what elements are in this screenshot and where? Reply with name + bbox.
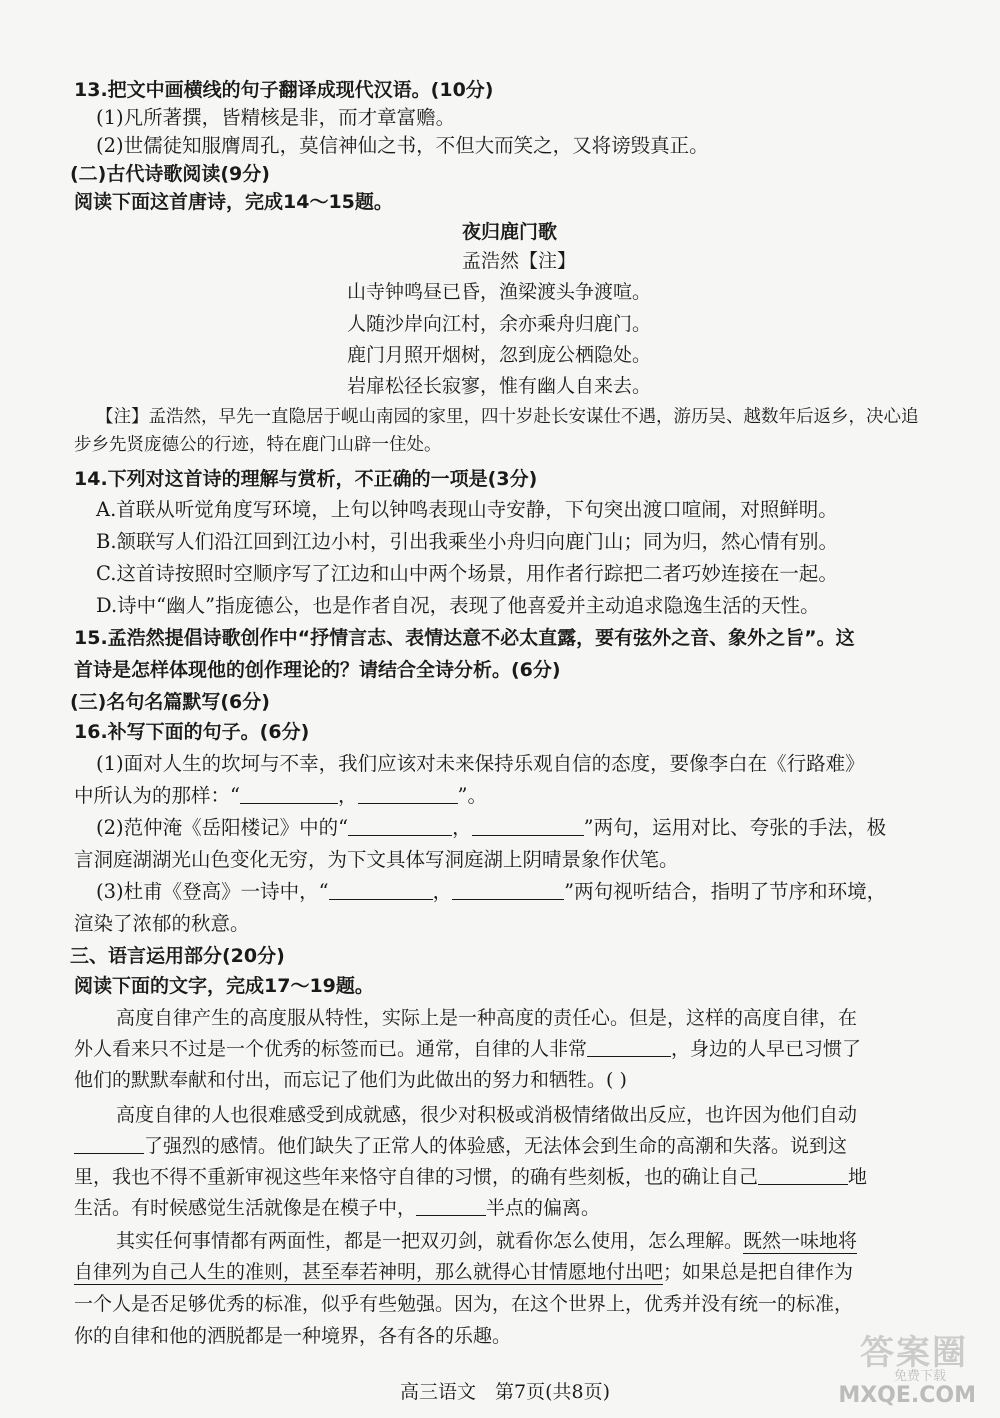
closing-quote: ”。 xyxy=(457,784,487,807)
q14-option-c: C.这首诗按照时空顺序写了江边和山中两个场景，用作者行踪把二者巧妙连接在一起。 xyxy=(96,562,838,585)
answer-blank[interactable] xyxy=(329,879,433,900)
answer-blank[interactable] xyxy=(452,879,564,900)
q16-title: 16.补写下面的句子。(6分) xyxy=(74,721,310,743)
passage-text: 半点的偏离。 xyxy=(486,1197,601,1219)
q14-option-b: B.颔联写人们沿江回到江边小村，引出我乘坐小舟归向鹿门山；同为归，然心情有别。 xyxy=(96,530,839,553)
answer-blank[interactable] xyxy=(358,783,458,804)
poem-note-line-2: 步乡先贤庞德公的行迹，特在鹿门山辟一住处。 xyxy=(74,435,442,455)
q13-sentence-2: (2)世儒徒知服膺周孔，莫信神仙之书，不但大而笑之，又将谤毁真正。 xyxy=(96,134,709,157)
poem-title: 夜归鹿门歌 xyxy=(462,221,558,243)
underlined-sentence: 既然一味地将 xyxy=(743,1230,858,1252)
watermark-subtext: 免费下载 xyxy=(893,1369,946,1384)
answer-blank[interactable] xyxy=(472,815,584,836)
q16-part-2-line-1 xyxy=(96,814,886,842)
answer-blank[interactable] xyxy=(348,815,452,836)
q16-part-3-line-2: 渲染了浓郁的秋意。 xyxy=(74,912,250,935)
comma: ， xyxy=(432,880,453,903)
passage-line-6 xyxy=(74,1163,867,1191)
poem-line-2: 人随沙岸向江村，余亦乘舟归鹿门。 xyxy=(347,313,652,335)
poem-note-line-1: 【注】孟浩然，早先一直隐居于岘山南园的家里，四十岁赴长安谋仕不遇，游历吴、越数年后返乡，决心追 xyxy=(96,407,919,427)
answer-blank[interactable] xyxy=(416,1195,486,1216)
section-2-intro: 阅读下面这首唐诗，完成14～15题。 xyxy=(74,191,393,213)
q16-part-2-prefix: (2)范仲淹《岳阳楼记》中的“ xyxy=(96,816,349,839)
passage-line-8 xyxy=(116,1227,857,1255)
passage-line-5 xyxy=(74,1132,847,1160)
watermark-logo xyxy=(836,1332,986,1412)
answer-blank[interactable] xyxy=(758,1164,848,1185)
watermark-logo-text: 答案圈 xyxy=(860,1333,968,1373)
q14-option-d: D.诗中“幽人”指庞德公，也是作者自况，表现了他喜爱并主动追求隐逸生活的天性。 xyxy=(96,594,820,617)
passage-line-4: 高度自律的人也很难感受到成就感，很少对积极或消极情绪做出反应，也许因为他们自动 xyxy=(116,1104,858,1126)
poem-line-1: 山寺钟鸣昼已昏，渔梁渡头争渡喧。 xyxy=(347,281,652,303)
passage-text: 里，我也不得不重新审视这些年来恪守自律的习惯，的确有些刻板，也的确让自己 xyxy=(74,1166,759,1188)
watermark-site: MXQE.COM xyxy=(838,1383,976,1408)
passage-line-11: 你的自律和他的洒脱都是一种境界，各有各的乐趣。 xyxy=(74,1325,512,1347)
q16-part-3-prefix: (3)杜甫《登高》一诗中，“ xyxy=(96,880,329,903)
answer-blank[interactable] xyxy=(74,1133,144,1154)
passage-line-3: 他们的默默奉献和付出，而忘记了他们为此做出的努力和牺牲。( ) xyxy=(74,1069,627,1091)
q15-line-1: 15.孟浩然提倡诗歌创作中“抒情言志、表情达意不必太直露，要有弦外之音、象外之旨”。这 xyxy=(74,627,855,649)
passage-text: ，身边的人早已习惯了 xyxy=(671,1038,862,1060)
poem-line-4: 岩扉松径长寂寥，惟有幽人自来去。 xyxy=(347,375,652,397)
section-3-heading: (三)名句名篇默写(6分) xyxy=(70,691,270,713)
poem-line-3: 鹿门月照开烟树，忽到庞公栖隐处。 xyxy=(347,344,652,366)
passage-text: 地 xyxy=(848,1166,868,1188)
q13-title: 13.把文中画横线的句子翻译成现代汉语。(10分) xyxy=(74,79,494,101)
q14-option-a: A.首联从听觉角度写环境，上句以钟鸣表现山寺安静，下句突出渡口喧闹，对照鲜明。 xyxy=(96,498,838,521)
passage-text: 了强烈的感情。他们缺失了正常人的体验感，无法体会到生命的高潮和失落。说到这 xyxy=(144,1135,848,1157)
q14-title: 14.下列对这首诗的理解与赏析，不正确的一项是(3分) xyxy=(74,468,538,490)
part-3-intro: 阅读下面的文字，完成17～19题。 xyxy=(74,975,374,997)
passage-text: 外人看来只不过是一个优秀的标签而已。通常，自律的人非常 xyxy=(74,1038,588,1060)
passage-line-1: 高度自律产生的高度服从特性，实际上是一种高度的责任心。但是，这样的高度自律，在 xyxy=(116,1007,858,1029)
passage-line-2 xyxy=(74,1035,861,1063)
poem-author: 孟浩然【注】 xyxy=(462,250,577,272)
passage-text: 其实任何事情都有两面性，都是一把双刃剑，就看你怎么使用，怎么理解。 xyxy=(116,1230,744,1252)
part-3-heading: 三、语言运用部分(20分) xyxy=(70,945,285,967)
passage-text: ；如果总是把自律作为 xyxy=(663,1261,854,1283)
answer-blank[interactable] xyxy=(240,783,338,804)
passage-line-10: 一个人是否足够优秀的标准，似乎有些勉强。因为，在这个世界上，优秀并没有统一的标准， xyxy=(74,1293,854,1315)
q15-line-2: 首诗是怎样体现他的创作理论的？请结合全诗分析。(6分) xyxy=(74,659,561,681)
underlined-sentence: 自律列为自己人生的准则，甚至奉若神明，那么就得心甘情愿地付出吧 xyxy=(74,1261,664,1283)
q16-part-1-line-2 xyxy=(74,782,487,810)
comma: ， xyxy=(452,816,472,839)
passage-text: 生活。有时候感觉生活就像是在模子中， xyxy=(74,1197,417,1219)
q16-part-2-line-2: 言洞庭湖湖光山色变化无穷，为下文具体写洞庭湖上阴晴景象作伏笔。 xyxy=(74,848,679,871)
answer-blank[interactable] xyxy=(587,1036,671,1057)
q13-sentence-1: (1)凡所著撰，皆精核是非，而才章富赡。 xyxy=(96,106,456,129)
q16-part-1-prefix: 中所认为的那样：“ xyxy=(74,784,240,807)
comma: ， xyxy=(337,784,358,807)
page-footer: 高三语文 第7页(共8页) xyxy=(400,1381,611,1403)
passage-line-7 xyxy=(74,1194,600,1222)
section-2-heading: (二)古代诗歌阅读(9分) xyxy=(70,163,270,185)
q16-part-3-line-1 xyxy=(96,878,886,906)
passage-line-9 xyxy=(74,1258,853,1286)
q16-part-1-line-1: (1)面对人生的坎坷与不幸，我们应该对未来保持乐观自信的态度，要像李白在《行路难》 xyxy=(96,752,865,775)
q16-part-2-suffix: ”两句，运用对比、夸张的手法，极 xyxy=(583,816,887,839)
q16-part-3-suffix: ”两句视听结合，指明了节序和环境， xyxy=(564,880,887,903)
